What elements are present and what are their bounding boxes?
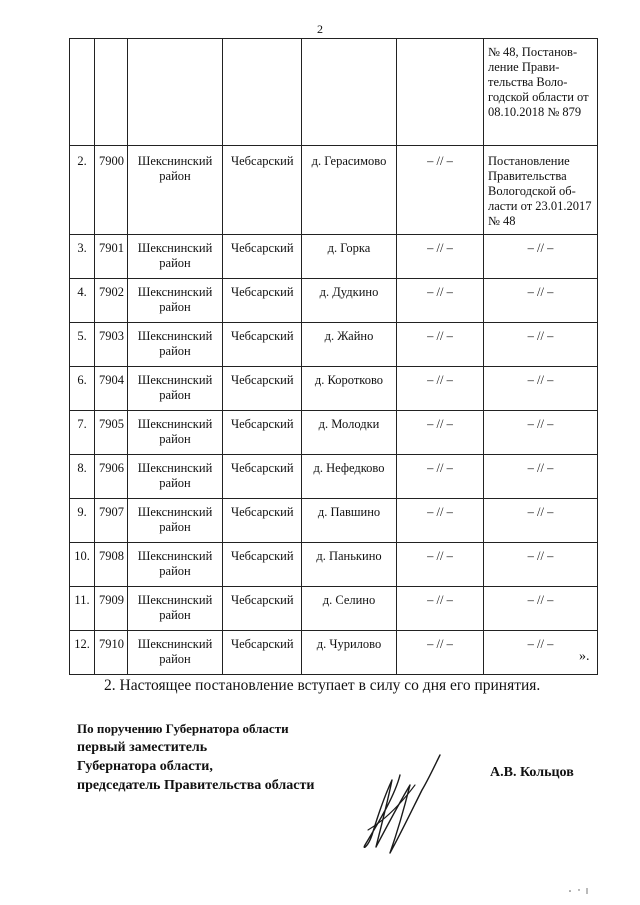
- row-number-cell: 5.: [70, 323, 95, 367]
- table-row: [70, 631, 598, 675]
- paragraph-effective-date: 2. Настоящее постановление вступает в силу со дня его принятия.: [104, 677, 541, 694]
- mark-cell: – // –: [397, 543, 484, 587]
- table-row: [70, 323, 598, 367]
- district-cell: Шекснинский район: [128, 543, 223, 587]
- settlement-cell: Чебсарский: [223, 455, 302, 499]
- mark-cell: – // –: [397, 323, 484, 367]
- table-row: [70, 411, 598, 455]
- mark-cell: – // –: [397, 411, 484, 455]
- table-row: [70, 39, 598, 146]
- table-row: [70, 543, 598, 587]
- village-cell: д. Молодки: [302, 411, 397, 455]
- district-cell: Шекснинский район: [128, 323, 223, 367]
- code-cell: 7900: [95, 146, 128, 235]
- settlements-table: [69, 38, 598, 675]
- row-number-cell: 10.: [70, 543, 95, 587]
- table-row: [70, 499, 598, 543]
- mark-cell: – // –: [397, 499, 484, 543]
- code-cell: 7903: [95, 323, 128, 367]
- table-row: [70, 367, 598, 411]
- district-cell: Шекснинский район: [128, 499, 223, 543]
- district-cell: Шекснинский район: [128, 279, 223, 323]
- settlement-cell: Чебсарский: [223, 587, 302, 631]
- row-number-cell: 4.: [70, 279, 95, 323]
- doc-cell: – // –: [484, 543, 598, 587]
- signatory-line-2: первый заместитель: [77, 740, 208, 755]
- mark-cell: – // –: [397, 367, 484, 411]
- scan-specks: [565, 885, 595, 897]
- row-number-cell: 9.: [70, 499, 95, 543]
- row-number-cell: 7.: [70, 411, 95, 455]
- district-cell: Шекснинский район: [128, 146, 223, 235]
- signatory-title: [77, 719, 314, 795]
- code-cell: 7906: [95, 455, 128, 499]
- village-cell: д. Горка: [302, 235, 397, 279]
- code-cell: 7902: [95, 279, 128, 323]
- district-cell: Шекснинский район: [128, 367, 223, 411]
- district-cell: Шекснинский район: [128, 631, 223, 675]
- table-row: [70, 279, 598, 323]
- mark-cell: – // –: [397, 279, 484, 323]
- settlement-cell: Чебсарский: [223, 279, 302, 323]
- village-cell: д. Чурилово: [302, 631, 397, 675]
- district-cell: Шекснинский район: [128, 235, 223, 279]
- row-number-cell: 11.: [70, 587, 95, 631]
- page-number: 2: [317, 22, 323, 36]
- signatory-name: А.В. Кольцов: [490, 765, 574, 780]
- mark-cell: – // –: [397, 235, 484, 279]
- district-cell: Шекснинский район: [128, 455, 223, 499]
- doc-cell: – // –: [484, 499, 598, 543]
- code-cell: 7905: [95, 411, 128, 455]
- settlement-cell: Чебсарский: [223, 631, 302, 675]
- settlement-cell: Чебсарский: [223, 499, 302, 543]
- table-row: [70, 455, 598, 499]
- row-number-cell: 8.: [70, 455, 95, 499]
- village-cell: д. Дудкино: [302, 279, 397, 323]
- settlement-cell: Чебсарский: [223, 146, 302, 235]
- doc-cell: – // –: [484, 367, 598, 411]
- handwritten-signature: [340, 735, 470, 855]
- doc-cell: Постановление Правительства Вологодской об-ласти от 23.01.2017 № 48: [484, 146, 598, 235]
- district-cell: Шекснинский район: [128, 587, 223, 631]
- table-row: [70, 146, 598, 235]
- code-cell: 7904: [95, 367, 128, 411]
- code-cell: 7909: [95, 587, 128, 631]
- doc-cell: – // –: [484, 455, 598, 499]
- row-number-cell: 6.: [70, 367, 95, 411]
- village-cell: д. Селино: [302, 587, 397, 631]
- doc-cell: – // –: [484, 235, 598, 279]
- doc-cell: – // –: [484, 323, 598, 367]
- row-number-cell: 12.: [70, 631, 95, 675]
- village-cell: д. Павшино: [302, 499, 397, 543]
- village-cell: д. Панькино: [302, 543, 397, 587]
- row-number-cell: 2.: [70, 146, 95, 235]
- signatory-line-3: Губернатора области,: [77, 759, 213, 774]
- doc-cell: – // –: [484, 411, 598, 455]
- doc-cell: – // –: [484, 587, 598, 631]
- district-cell: Шекснинский район: [128, 411, 223, 455]
- code-cell: 7910: [95, 631, 128, 675]
- mark-cell: – // –: [397, 631, 484, 675]
- doc-cell: № 48, Постанов-ление Прави-тельства Воло-годской области от 08.10.2018 № 879: [484, 39, 598, 146]
- settlement-cell: Чебсарский: [223, 367, 302, 411]
- mark-cell: – // –: [397, 455, 484, 499]
- doc-cell: – // –: [484, 631, 598, 675]
- mark-cell: – // –: [397, 146, 484, 235]
- settlement-cell: Чебсарский: [223, 235, 302, 279]
- doc-cell: – // –: [484, 279, 598, 323]
- code-cell: 7907: [95, 499, 128, 543]
- closing-quote: ».: [579, 649, 590, 664]
- settlement-cell: Чебсарский: [223, 543, 302, 587]
- village-cell: д. Коротково: [302, 367, 397, 411]
- village-cell: д. Нефедково: [302, 455, 397, 499]
- settlement-cell: Чебсарский: [223, 323, 302, 367]
- village-cell: д. Герасимово: [302, 146, 397, 235]
- table-row: [70, 235, 598, 279]
- settlement-cell: Чебсарский: [223, 411, 302, 455]
- code-cell: 7901: [95, 235, 128, 279]
- village-cell: д. Жайно: [302, 323, 397, 367]
- signatory-line-1: По поручению Губернатора области: [77, 721, 289, 736]
- row-number-cell: 3.: [70, 235, 95, 279]
- mark-cell: – // –: [397, 587, 484, 631]
- signatory-line-4: председатель Правительства области: [77, 778, 315, 793]
- code-cell: 7908: [95, 543, 128, 587]
- table-row: [70, 587, 598, 631]
